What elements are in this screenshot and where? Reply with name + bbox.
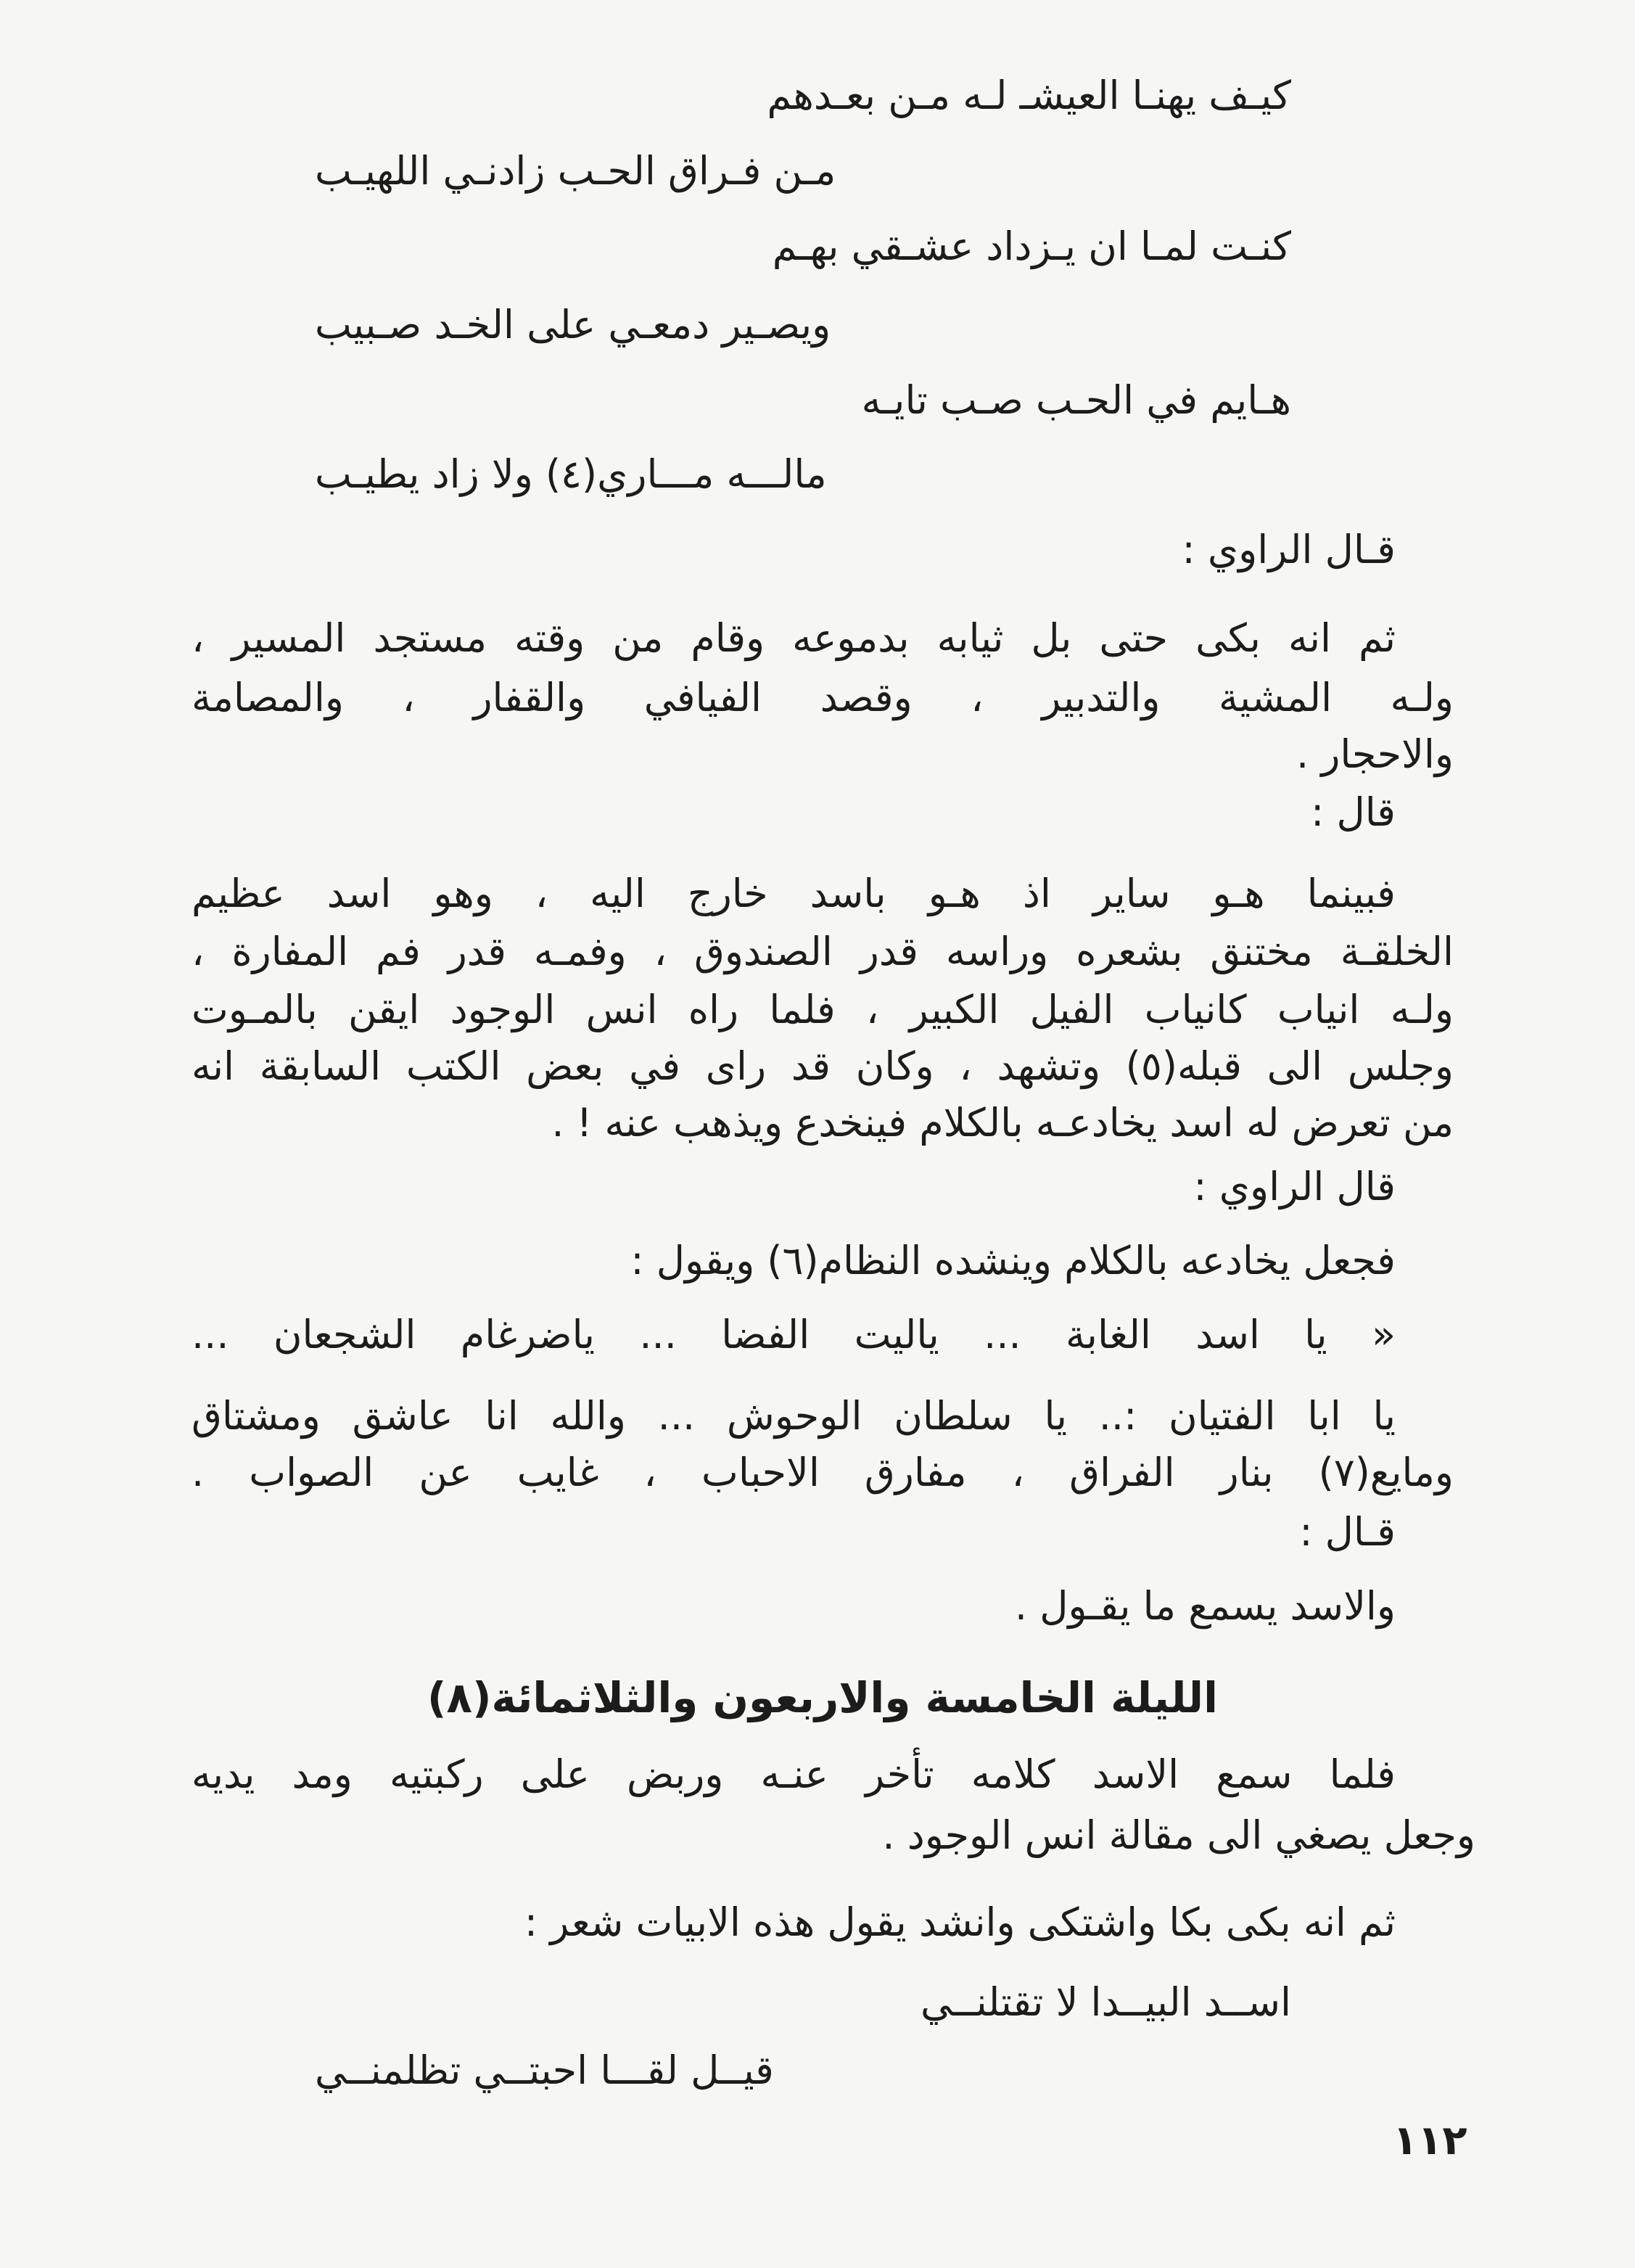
- paragraph-line: ومايع(٧) بنار الفراق ، مفارق الاحباب ، غايب عن الصواب .: [191, 1450, 1454, 1495]
- paragraph-line: ولـه انياب كانياب الفيل الكبير ، فلما راه انس الوجود ايقن بالمـوت: [191, 987, 1454, 1032]
- poem-line: كنـت لمـا ان يـزداد عشـقي بهـم: [772, 223, 1291, 269]
- paragraph-line: فلما سمع الاسد كلامه تأخر عنـه وربض على ركبتيه ومد يديه: [191, 1751, 1396, 1797]
- paragraph-line: والاسد يسمع ما يقـول .: [1014, 1583, 1396, 1629]
- poem-line: قيــل لقـــا احبتــي تظلمنــي: [315, 2047, 774, 2093]
- paragraph-line: والاحجار .: [1296, 731, 1454, 777]
- paragraph-line: ثم انه بكى بكا واشتكى وانشد يقول هذه الابيات شعر :: [524, 1899, 1396, 1945]
- paragraph-line: الخلقـة مختنق بشعره وراسه قدر الصندوق ، وفمـه قدر فم المفارة ،: [191, 929, 1454, 974]
- paragraph-line: فبينما هـو ساير اذ هـو باسد خارج اليه ، وهو اسد عظيم: [191, 871, 1396, 916]
- paragraph-line: ولـه المشية والتدبير ، وقصد الفيافي والقفار ، والمصامة: [191, 675, 1454, 720]
- paragraph-line: من تعرض له اسد يخادعـه بالكلام فينخدع ويذهب عنه ! .: [551, 1100, 1454, 1146]
- paragraph-line: فجعل يخادعه بالكلام وينشده النظام(٦) ويقول :: [630, 1238, 1396, 1283]
- paragraph-line: يا ابا الفتيان :.. يا سلطان الوحوش ... والله انا عاشق ومشتاق: [191, 1393, 1396, 1439]
- paragraph-line: « يا اسد الغابة ... ياليت الفضا ... ياضرغام الشجعان ...: [191, 1312, 1396, 1357]
- page-number: ١١٢: [1393, 2117, 1467, 2164]
- poem-line: مـن فـراق الحـب زادنـي اللهيـب: [315, 148, 836, 194]
- poem-line: كيـف يهنـا العيشـ لـه مـن بعـدهم: [767, 73, 1291, 118]
- poem-line: مالـــه مـــاري(٤) ولا زاد يطيـب: [315, 451, 827, 497]
- poem-line: اســد البيــدا لا تقتلنــي: [920, 1979, 1291, 2025]
- narrator-line: قال الراوي :: [1193, 1164, 1396, 1209]
- paragraph-line: وجعل يصغي الى مقالة انس الوجود .: [882, 1812, 1475, 1858]
- poem-line: ويصـير دمعـي على الخـد صـبيب: [315, 302, 831, 348]
- narrator-line: قال :: [1311, 789, 1396, 835]
- narrator-line: قـال الراوي :: [1182, 527, 1396, 572]
- paragraph-line: وجلس الى قبله(٥) وتشهد ، وكان قد راى في بعض الكتب السابقة انه: [191, 1043, 1454, 1089]
- narrator-line: قـال :: [1299, 1509, 1396, 1555]
- section-heading: الليلة الخامسة والاربعون والثلاثمائة(٨): [427, 1673, 1218, 1722]
- paragraph-line: ثم انه بكى حتى بل ثيابه بدموعه وقام من وقته مستجد المسير ،: [191, 615, 1396, 661]
- poem-line: هـايم في الحـب صـب تايـه: [861, 377, 1291, 423]
